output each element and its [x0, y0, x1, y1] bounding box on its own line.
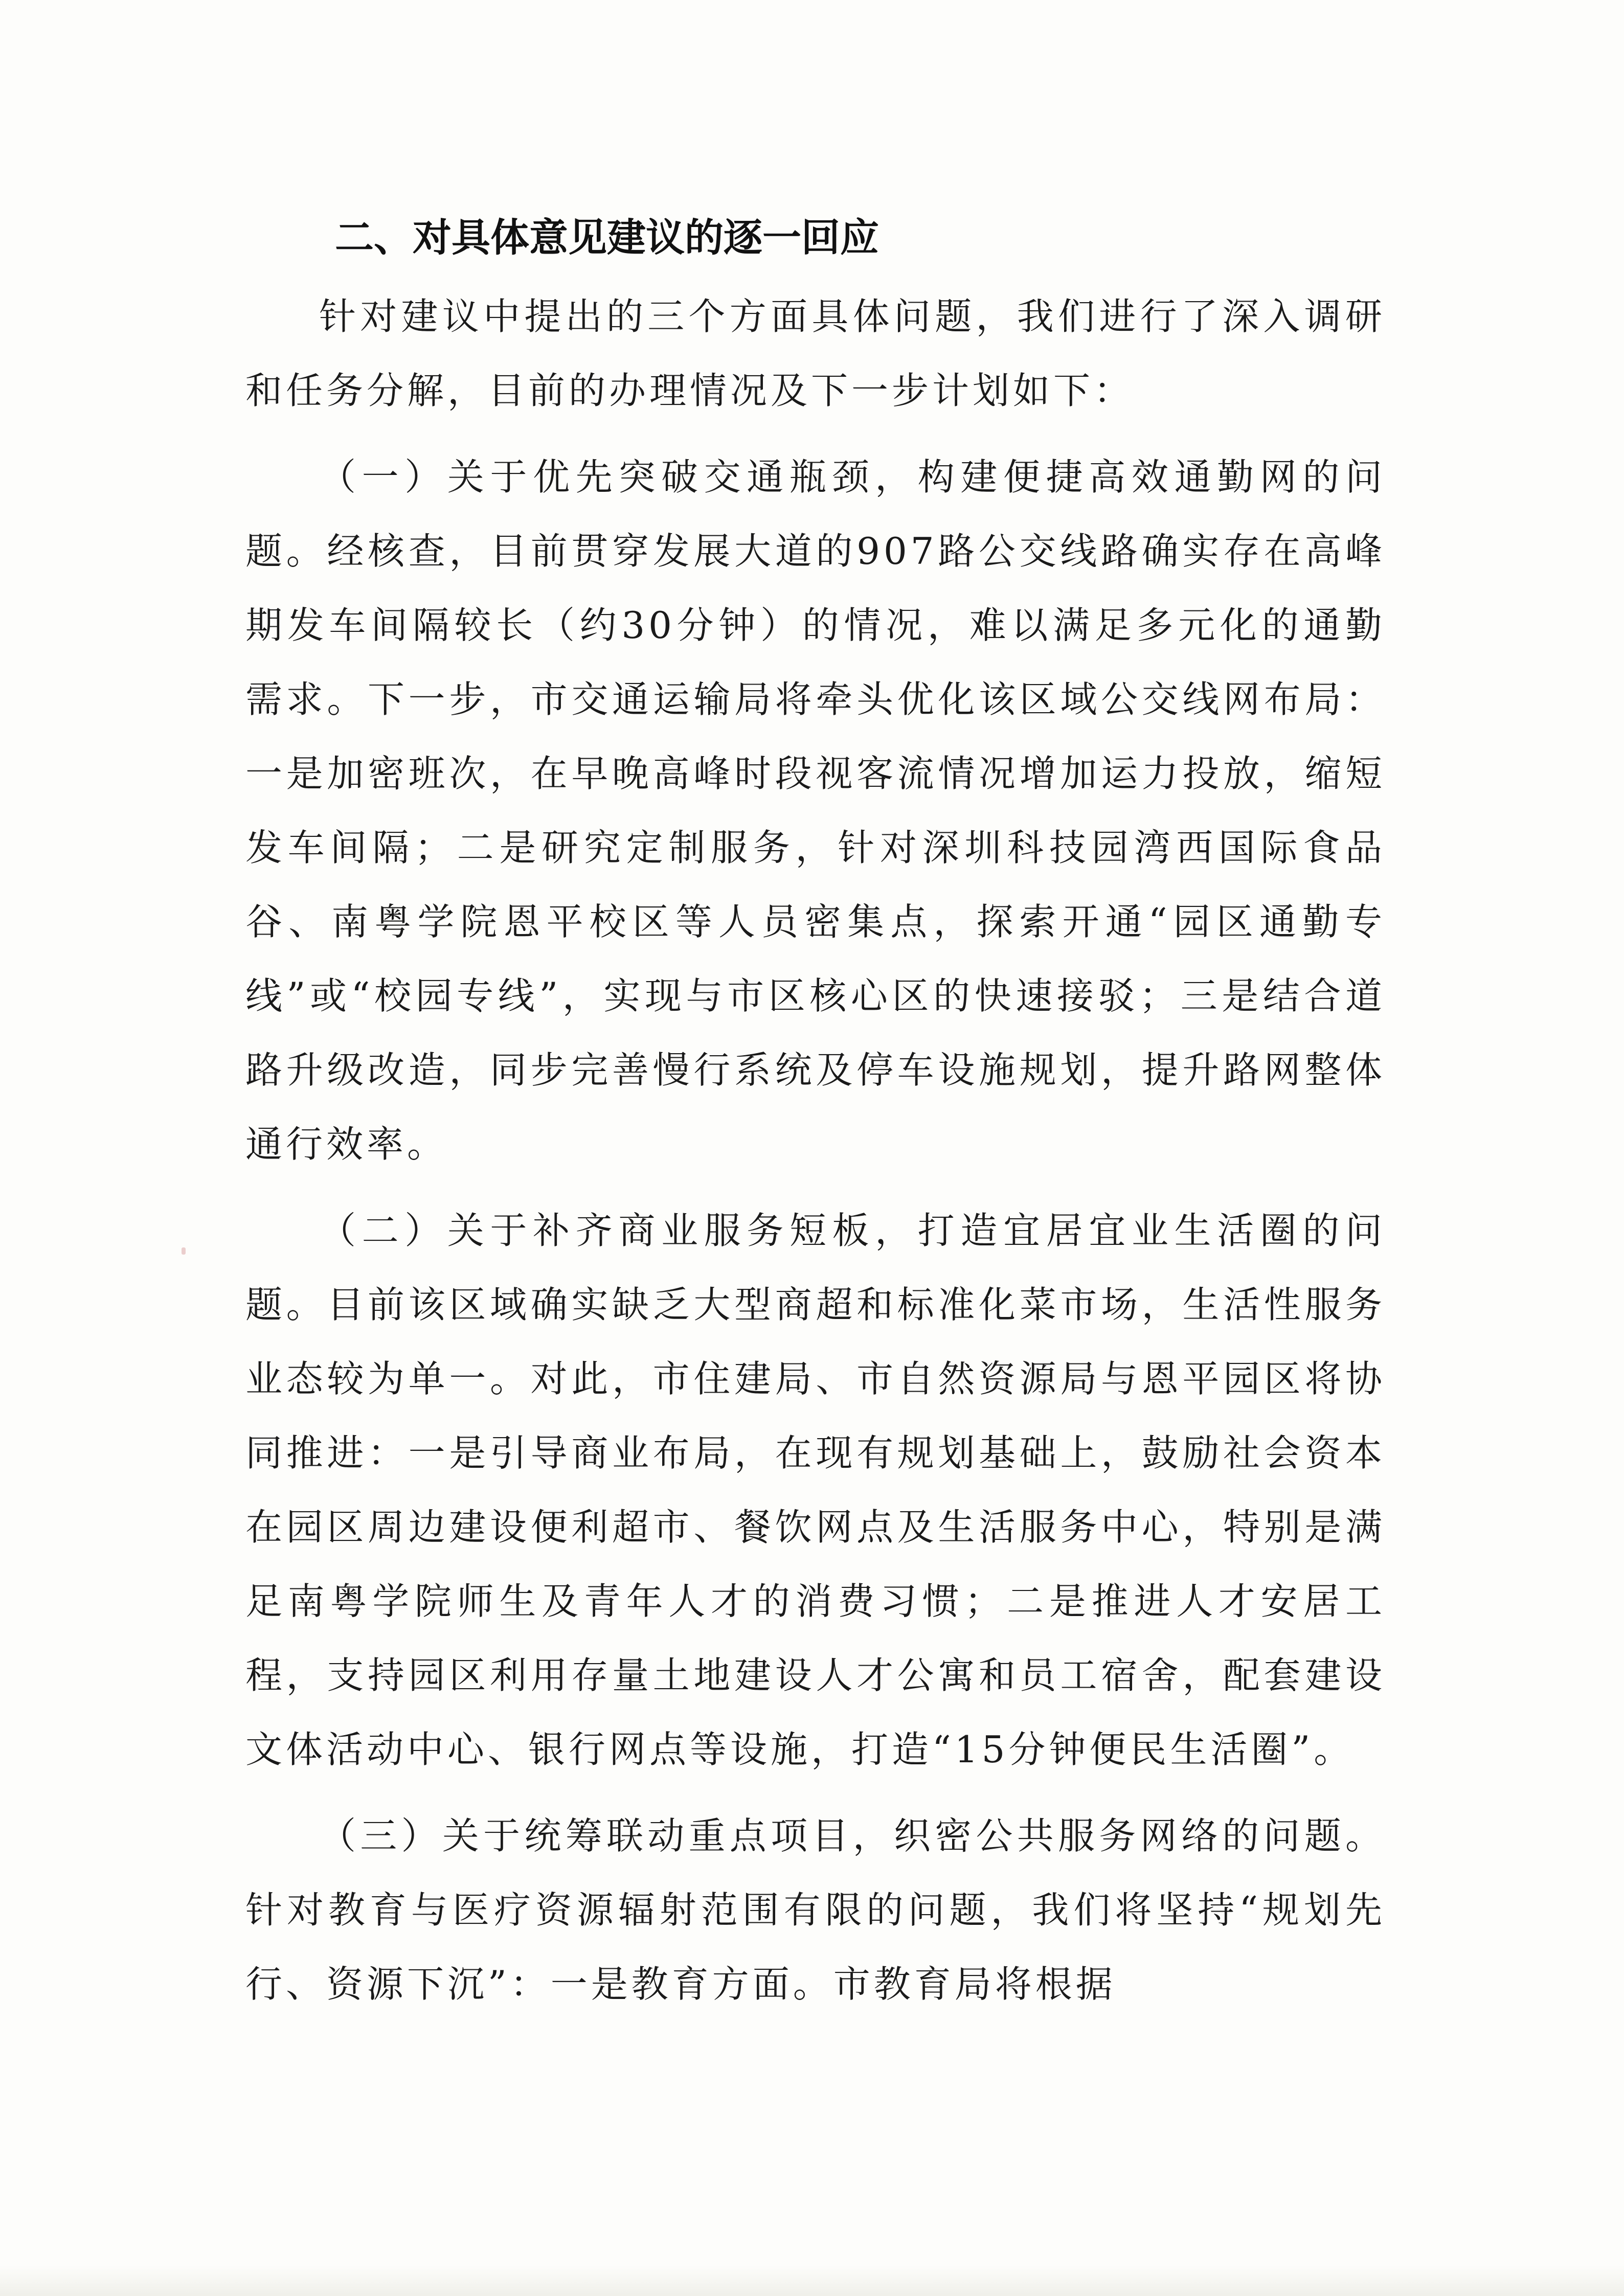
scan-speck: [182, 1247, 186, 1255]
scan-edge-shadow: [0, 2265, 1624, 2296]
commerce-paragraph: （二）关于补齐商业服务短板，打造宜居宜业生活圈的问题。目前该区域确实缺乏大型商超和标准化菜市场，生活性服务业态较为单一。对此，市住建局、市自然资源局与恩平园区将协同推进：一是引导商业布局，在现有规划基础上，鼓励社会资本在园区周边建设便利超市、餐饮网点及生活服务中心，特别是满足南粤学院师生及青年人才的消费习惯；二是推进人才安居工程，支持园区利用存量土地建设人才公寓和员工宿舍，配套建设文体活动中心、银行网点等设施，打造“15分钟便民生活圈”。: [245, 1209, 1386, 1771]
public-services-paragraph: （三）关于统筹联动重点项目，织密公共服务网络的问题。针对教育与医疗资源辐射范围有限的问题，我们将坚持“规划先行、资源下沉”：一是教育方面。市教育局将根据: [245, 1814, 1386, 2006]
section-heading: 二、对具体意见建议的逐一回应: [335, 215, 879, 260]
transport-paragraph: （一）关于优先突破交通瓶颈，构建便捷高效通勤网的问题。经核查，目前贯穿发展大道的907路公交线路确实存在高峰期发车间隔较长（约30分钟）的情况，难以满足多元化的通勤需求。下一步，市交通运输局将牵头优化该区域公交线网布局：一是加密班次，在早晚高峰时段视客流情况增加运力投放，缩短发车间隔；二是研究定制服务，针对深圳科技园湾西国际食品谷、南粤学院恩平校区等人员密集点，探索开通“园区通勤专线”或“校园专线”，实现与市区核心区的快速接驳；三是结合道路升级改造，同步完善慢行系统及停车设施规划，提升路网整体通行效率。: [245, 456, 1386, 1166]
intro-paragraph: 针对建议中提出的三个方面具体问题，我们进行了深入调研和任务分解，目前的办理情况及下一步计划如下：: [245, 295, 1386, 412]
document-body: [245, 202, 1386, 2034]
